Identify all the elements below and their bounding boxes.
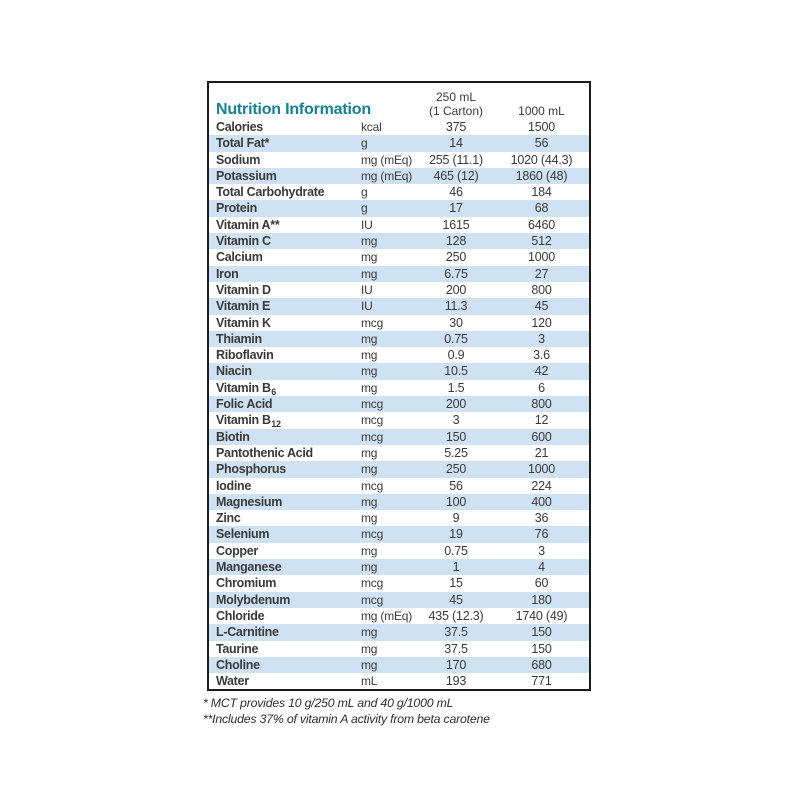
table-row [209, 135, 589, 151]
table-row [209, 347, 589, 363]
value-1000ml: 27 [534, 266, 549, 281]
nutrient-name: Manganese [216, 560, 282, 575]
nutrient-unit: mg (mEq) [361, 608, 413, 623]
value-250ml: 150 [445, 429, 467, 444]
value-1000ml: 1740 (49) [515, 608, 568, 623]
value-250ml: 3 [452, 413, 460, 428]
nutrient-name: Total Carbohydrate [216, 185, 325, 200]
table-row [209, 559, 589, 575]
nutrition-table [207, 81, 591, 691]
table-row [209, 396, 589, 412]
value-1000ml: 800 [531, 282, 552, 297]
table-row [209, 249, 589, 265]
nutrient-name: L-Carnitine [216, 625, 279, 640]
value-1000ml: 42 [534, 364, 549, 379]
nutrient-name: Choline [216, 657, 260, 672]
table-row [209, 673, 589, 689]
nutrient-unit: mg [361, 511, 378, 526]
value-1000ml: 771 [531, 674, 552, 689]
value-250ml: 14 [449, 136, 463, 151]
table-row [209, 608, 589, 624]
nutrient-unit: IU [361, 299, 373, 314]
value-250ml: 37.5 [444, 641, 468, 656]
nutrient-unit: mg [361, 364, 378, 379]
nutrient-name: Vitamin C [216, 234, 271, 249]
table-row [209, 233, 589, 249]
value-1000ml: 800 [531, 397, 552, 412]
footnote-vitamin-a: **Includes 37% of vitamin A activity from beta carotene [203, 711, 490, 726]
table-row [209, 641, 589, 657]
value-1000ml: 1020 (44.3) [510, 152, 573, 167]
table-row [209, 168, 589, 184]
nutrient-name: Vitamin E [216, 299, 271, 314]
nutrient-name: Taurine [216, 641, 259, 656]
nutrient-unit: g [361, 185, 368, 200]
table-row [209, 282, 589, 298]
table-row [209, 363, 589, 379]
nutrient-name: Pantothenic Acid [216, 445, 313, 460]
value-250ml: 0.75 [444, 331, 468, 346]
table-rows [209, 119, 589, 689]
nutrient-name: Molybdenum [216, 592, 291, 607]
nutrient-name: Chloride [216, 608, 265, 623]
nutrient-name: Riboflavin [216, 348, 274, 363]
nutrient-name: Vitamin K [216, 315, 271, 330]
value-1000ml: 600 [531, 429, 552, 444]
table-row [209, 478, 589, 494]
nutrient-unit: mg (mEq) [361, 168, 413, 183]
column-header-250ml-line1: 250 mL [435, 90, 477, 104]
table-row [209, 412, 589, 428]
value-250ml: 17 [449, 201, 463, 216]
value-250ml: 255 (11.1) [428, 152, 484, 167]
value-1000ml: 3 [538, 543, 545, 558]
table-row [209, 657, 589, 673]
nutrient-unit: mcg [361, 576, 384, 591]
value-1000ml: 150 [531, 641, 552, 656]
value-250ml: 1.5 [447, 380, 465, 395]
table-row [209, 266, 589, 282]
nutrient-unit: mg [361, 331, 378, 346]
nutrient-name: Sodium [216, 152, 261, 167]
value-250ml: 128 [445, 234, 467, 249]
value-1000ml: 512 [531, 234, 552, 249]
nutrient-unit: g [361, 201, 368, 216]
table-row [209, 445, 589, 461]
nutrient-name: Protein [216, 201, 257, 216]
nutrient-name: Vitamin $B_{12}$ [216, 413, 281, 429]
table-row [209, 526, 589, 542]
value-250ml: 46 [449, 185, 463, 200]
value-250ml: 10.5 [444, 364, 468, 379]
nutrient-unit: mcg [361, 429, 384, 444]
value-250ml: 465 (12) [433, 168, 479, 183]
table-row [209, 624, 589, 640]
nutrient-unit: mg [361, 657, 378, 672]
value-1000ml: 3.6 [533, 348, 550, 363]
value-250ml: 193 [445, 674, 467, 689]
nutrient-unit: IU [361, 217, 373, 232]
table-row [209, 592, 589, 608]
value-1000ml: 180 [531, 592, 552, 607]
value-250ml: 1 [452, 560, 460, 575]
value-1000ml: 21 [534, 445, 549, 460]
value-250ml: 170 [445, 657, 467, 672]
value-1000ml: 1500 [527, 120, 555, 134]
footnote-mct: * MCT provides 10 g/250 mL and 40 g/1000 mL [203, 696, 454, 710]
value-1000ml: 1000 [527, 250, 555, 265]
value-1000ml: 36 [534, 511, 549, 526]
value-250ml: 19 [449, 527, 463, 542]
column-header-250ml-line2: (1 Carton) [428, 103, 484, 118]
value-250ml: 6.75 [444, 266, 468, 281]
nutrient-name: Calcium [216, 250, 263, 265]
nutrient-unit: mg [361, 348, 378, 363]
nutrient-unit: IU [361, 282, 373, 297]
table-row [209, 461, 589, 477]
nutrient-unit: mcg [361, 478, 384, 493]
nutrient-unit: mcg [361, 315, 384, 330]
value-1000ml: 6460 [527, 217, 555, 232]
nutrient-name: Chromium [216, 576, 277, 591]
nutrient-unit: mg [361, 445, 378, 460]
value-1000ml: 400 [531, 494, 552, 509]
nutrient-unit: mg [361, 494, 378, 509]
table-row [209, 575, 589, 591]
nutrient-name: Total Fat* [216, 136, 270, 151]
table-title: Nutrition Information [216, 101, 371, 118]
value-1000ml: 150 [531, 625, 552, 640]
value-250ml: 56 [449, 478, 463, 493]
nutrient-unit: mcg [361, 527, 384, 542]
nutrient-unit: mg [361, 543, 378, 558]
value-1000ml: 68 [534, 201, 549, 216]
nutrient-name: Niacin [216, 364, 252, 379]
nutrient-unit: mg [361, 625, 378, 640]
table-row [209, 200, 589, 216]
value-1000ml: 120 [531, 315, 552, 330]
value-1000ml: 3 [538, 331, 545, 346]
table-row [209, 510, 589, 526]
nutrient-name: Zinc [216, 511, 241, 526]
nutrient-unit: mg [361, 380, 378, 395]
value-1000ml: 56 [534, 136, 549, 151]
value-1000ml: 4 [538, 560, 545, 575]
value-250ml: 100 [445, 494, 467, 509]
table-header [209, 83, 589, 119]
table-row [209, 315, 589, 331]
value-1000ml: 12 [534, 413, 549, 428]
nutrient-unit: mg [361, 560, 378, 575]
nutrient-name: Phosphorus [216, 462, 286, 477]
nutrient-name: Thiamin [216, 331, 262, 346]
table-row [209, 380, 589, 396]
value-1000ml: 1000 [527, 462, 555, 477]
nutrient-unit: mg [361, 462, 378, 477]
nutrient-name: Biotin [216, 429, 250, 444]
value-250ml: 200 [445, 397, 467, 412]
nutrient-unit: mL [361, 674, 378, 689]
value-250ml: 0.75 [444, 543, 468, 558]
value-250ml: 30 [449, 315, 463, 330]
value-1000ml: 60 [534, 576, 549, 591]
column-header-1000ml: 1000 mL [518, 103, 565, 118]
column-header-250ml [418, 91, 494, 118]
value-250ml: 45 [449, 592, 463, 607]
value-250ml: 200 [445, 282, 467, 297]
table-row [209, 184, 589, 200]
table-row [209, 331, 589, 347]
value-1000ml: 1860 (48) [515, 168, 568, 183]
value-250ml: 15 [449, 576, 463, 591]
nutrient-name: Calories [216, 120, 263, 134]
value-1000ml: 45 [534, 299, 549, 314]
table-row [209, 152, 589, 168]
nutrient-name: Water [216, 674, 249, 689]
nutrient-unit: mcg [361, 592, 384, 607]
nutrient-unit: mcg [361, 413, 384, 428]
nutrient-name: Magnesium [216, 494, 283, 509]
table-row [209, 429, 589, 445]
nutrient-name: Vitamin A** [216, 217, 280, 232]
value-250ml: 5.25 [444, 445, 468, 460]
nutrient-unit: mg (mEq) [361, 152, 413, 167]
value-1000ml: 680 [531, 657, 552, 672]
nutrient-unit: mg [361, 234, 378, 249]
table-row [209, 543, 589, 559]
value-1000ml: 6 [538, 380, 545, 395]
value-250ml: 37.5 [444, 625, 468, 640]
value-250ml: 11.3 [444, 299, 468, 314]
value-1000ml: 76 [534, 527, 549, 542]
nutrient-unit: kcal [361, 120, 382, 134]
table-row [209, 298, 589, 314]
table-row [209, 217, 589, 233]
nutrient-name: Iron [216, 266, 239, 281]
value-250ml: 250 [445, 462, 467, 477]
nutrient-unit: mg [361, 266, 378, 281]
footnotes [203, 696, 490, 728]
nutrient-name: Folic Acid [216, 397, 273, 412]
nutrient-name: Vitamin D [216, 282, 271, 297]
nutrient-unit: mg [361, 641, 378, 656]
value-250ml: 1615 [442, 217, 470, 232]
value-250ml: 250 [445, 250, 467, 265]
nutrient-unit: mg [361, 250, 378, 265]
nutrient-name: Potassium [216, 168, 277, 183]
nutrient-name: Selenium [216, 527, 270, 542]
value-250ml: 9 [452, 511, 460, 526]
value-250ml: 435 (12.3) [428, 608, 484, 623]
nutrient-name: Iodine [216, 478, 252, 493]
nutrient-unit: mcg [361, 397, 384, 412]
value-250ml: 0.9 [447, 348, 465, 363]
value-1000ml: 224 [531, 478, 552, 493]
table-row [209, 119, 589, 135]
nutrient-name: Copper [216, 543, 258, 558]
nutrient-unit: g [361, 136, 368, 151]
nutrient-name: Vitamin $B_6$ [216, 380, 276, 397]
value-250ml: 375 [445, 120, 467, 134]
table-row [209, 494, 589, 510]
value-1000ml: 184 [531, 185, 552, 200]
